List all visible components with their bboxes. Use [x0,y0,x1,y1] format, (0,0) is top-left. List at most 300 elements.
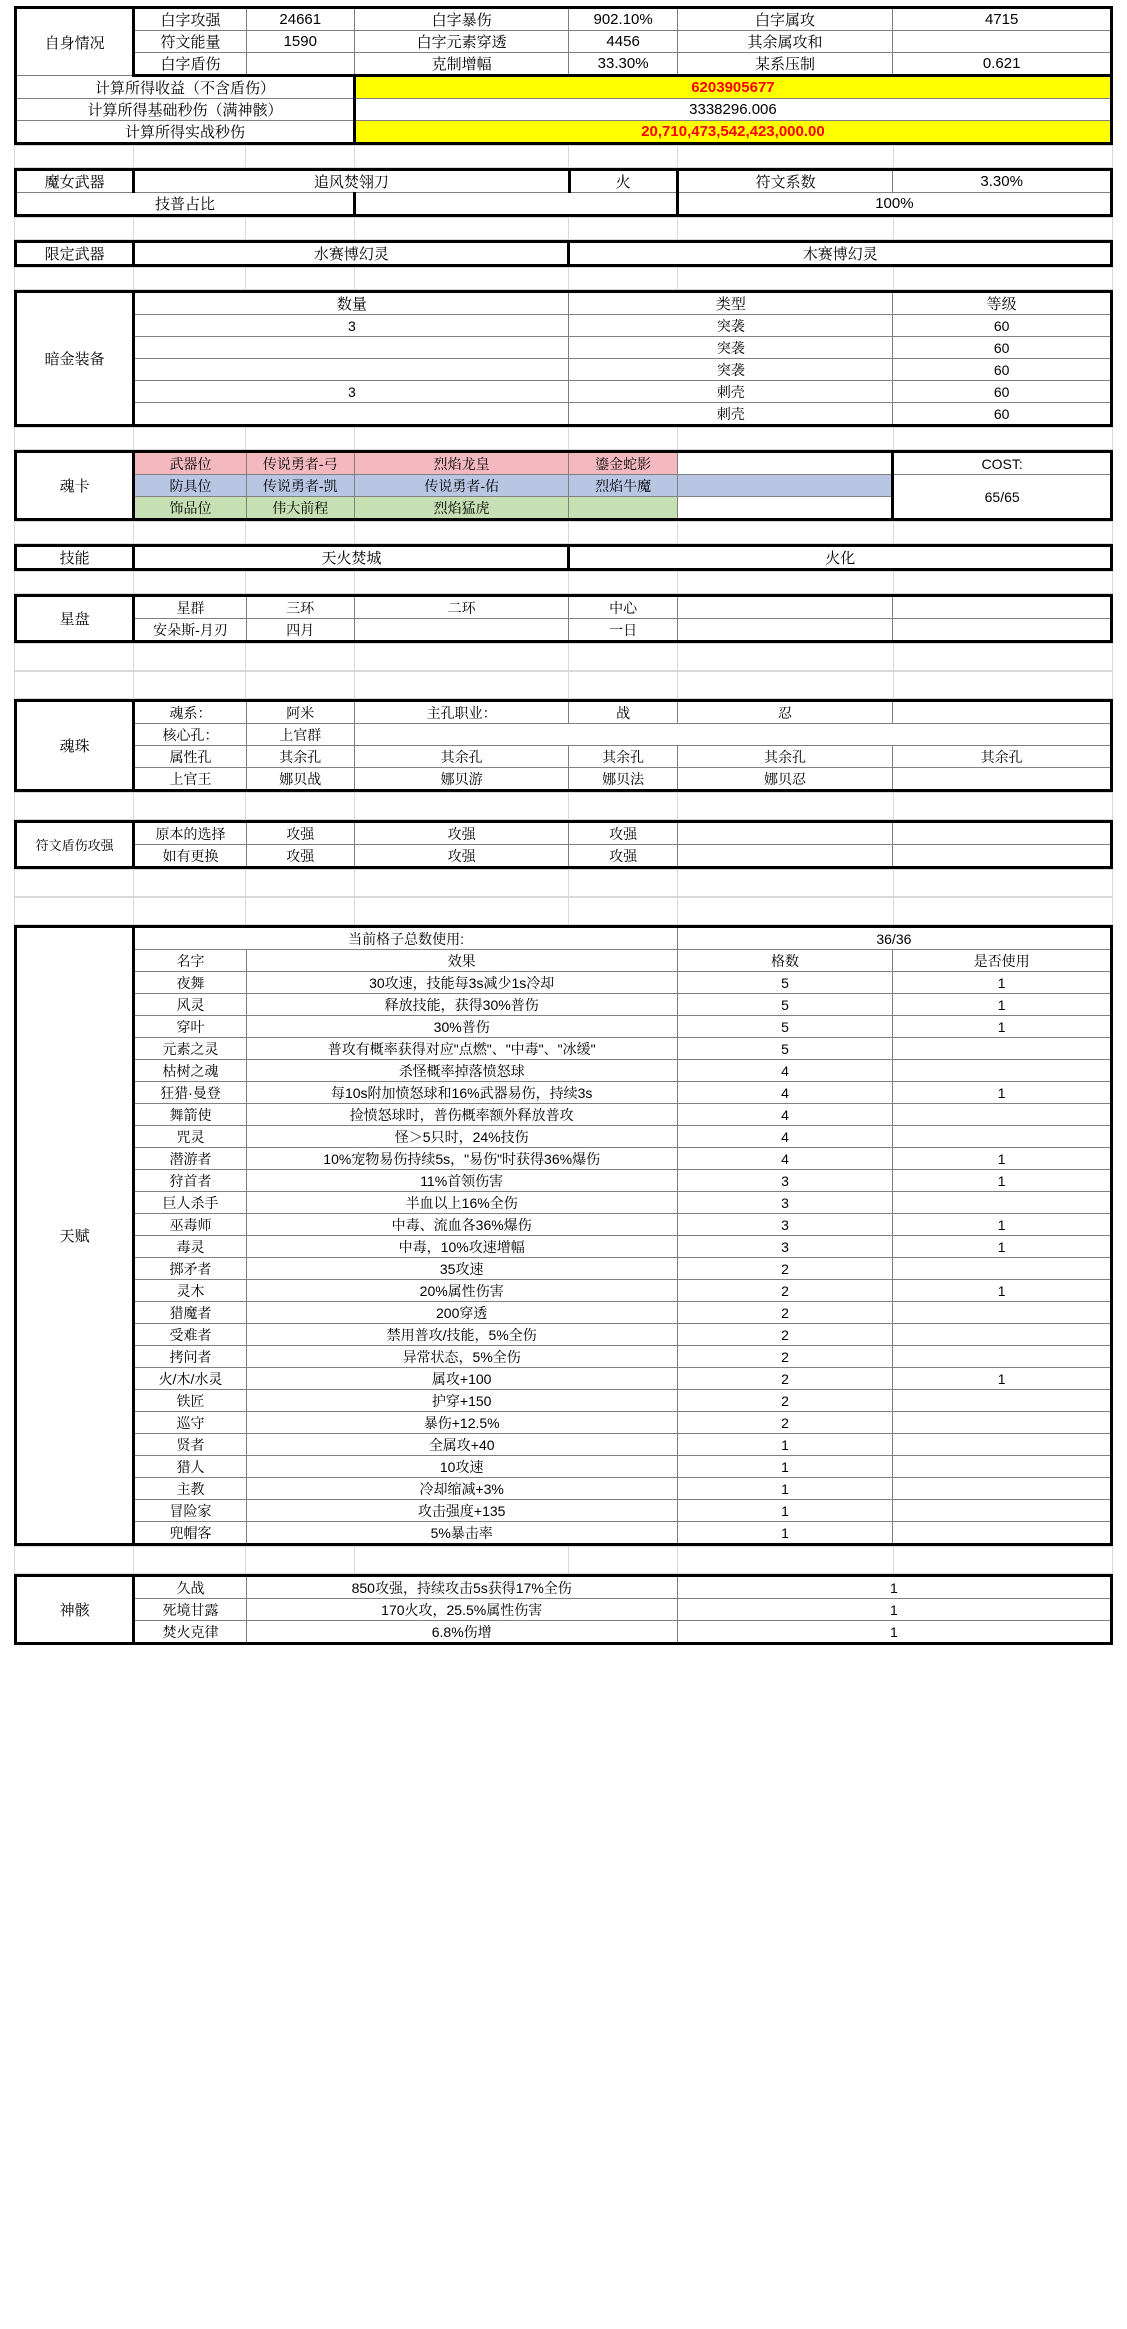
spacer-cell [133,1547,246,1574]
talent-used[interactable]: 1 [893,994,1112,1016]
talent-name[interactable]: 风灵 [134,994,246,1016]
talent-effect: 20%属性伤害 [246,1280,677,1302]
talent-slots[interactable]: 2 [677,1390,893,1412]
talent-slots[interactable]: 3 [677,1214,893,1236]
astrolabe-cell[interactable] [893,596,1112,619]
table-row [16,1456,1112,1478]
skill-slot-2[interactable]: 火化 [569,546,1112,570]
spacer-cell [133,572,246,594]
stat-key: 克制增幅 [354,53,569,76]
talent-used[interactable] [893,1412,1112,1434]
talent-effect: 每10s附加愤怒球和16%武器易伤，持续3s [246,1082,677,1104]
talent-slots[interactable]: 1 [677,1456,893,1478]
talent-name[interactable]: 狂猎·曼登 [134,1082,246,1104]
talent-effect: 禁用普攻/技能，5%全伤 [246,1324,677,1346]
stat-value[interactable]: 24661 [246,8,354,31]
astrolabe-cell[interactable]: 星群 [134,596,246,619]
talent-name[interactable]: 灵木 [134,1280,246,1302]
dark-gold-header-type: 类型 [569,292,893,315]
spacer-cell [246,428,354,450]
stat-value[interactable]: 0.621 [893,53,1112,76]
talent-slots[interactable]: 2 [677,1302,893,1324]
talent-used[interactable] [893,1060,1112,1082]
talent-name[interactable]: 舞箭使 [134,1104,246,1126]
table-row [16,1192,1112,1214]
talent-header-name: 名字 [134,950,246,972]
table-row [16,746,1112,768]
talent-slots[interactable]: 2 [677,1280,893,1302]
table-row [16,546,1112,570]
talent-name[interactable]: 兜帽客 [134,1522,246,1545]
spacer-cell [354,428,569,450]
soul-bead-cell[interactable]: 主孔职业： [354,701,569,724]
table-row [16,292,1112,315]
spacer-row [14,897,1113,925]
table-row [16,768,1112,791]
talent-name[interactable]: 巨人杀手 [134,1192,246,1214]
talent-slots[interactable]: 2 [677,1412,893,1434]
limited-weapon-slot-1[interactable]: 水赛博幻灵 [134,242,569,266]
talent-slots[interactable]: 1 [677,1434,893,1456]
talent-name[interactable]: 拷问者 [134,1346,246,1368]
talent-name[interactable]: 枯树之魂 [134,1060,246,1082]
talent-name[interactable]: 冒险家 [134,1500,246,1522]
soul-card-item[interactable]: 烈焰牛魔 [569,475,677,497]
talent-slots[interactable]: 1 [677,1500,893,1522]
talent-used[interactable]: 1 [893,972,1112,994]
spacer-cell [677,218,893,240]
talent-effect: 全属攻+40 [246,1434,677,1456]
spacer-row [14,217,1113,240]
dark-gold-level[interactable]: 60 [893,403,1112,426]
stat-key: 某系压制 [677,53,893,76]
talent-slots[interactable]: 4 [677,1104,893,1126]
astrolabe-cell[interactable]: 中心 [569,596,677,619]
soul-bead-cell[interactable]: 其余孔 [677,746,893,768]
talent-used[interactable] [893,1302,1112,1324]
soul-card-item[interactable]: 烈焰龙皇 [354,452,569,475]
talent-used[interactable] [893,1104,1112,1126]
talent-used[interactable] [893,1456,1112,1478]
spacer-cell [133,793,246,820]
talent-effect: 异常状态，5%全伤 [246,1346,677,1368]
dark-gold-count[interactable] [134,359,569,381]
talent-effect: 攻击强度+135 [246,1500,677,1522]
talent-effect: 10%宠物易伤持续5s，"易伤"时获得36%爆伤 [246,1148,677,1170]
soul-card-item[interactable]: 传说勇者-凯 [246,475,354,497]
spacer-cell [677,428,893,450]
rune-coefficient-label: 符文系数 [677,170,893,193]
dark-gold-header-level: 等级 [893,292,1112,315]
soul-card-slot-label: 武器位 [134,452,246,475]
divine-bone-used[interactable]: 1 [677,1576,1111,1599]
soul-bead-cell[interactable] [893,768,1112,791]
dark-gold-level[interactable]: 60 [893,381,1112,403]
spacer-cell [15,870,134,897]
talent-name[interactable]: 贤者 [134,1434,246,1456]
spacer-cell [354,1547,569,1574]
talent-name[interactable]: 元素之灵 [134,1038,246,1060]
talent-effect: 暴伤+12.5% [246,1412,677,1434]
soul-bead-cell[interactable] [354,724,1111,746]
talent-effect: 半血以上16%全伤 [246,1192,677,1214]
dark-gold-count[interactable] [134,403,569,426]
spacer-row [14,427,1113,450]
soul-bead-cell[interactable]: 其余孔 [354,746,569,768]
spacer-cell [677,522,893,544]
soul-card-item[interactable]: 鎏金蛇影 [569,452,677,475]
spacer-cell [569,146,677,168]
soul-card-slot-label: 饰品位 [134,497,246,520]
talent-effect: 普攻有概率获得对应"点燃"、"中毒"、"冰缓" [246,1038,677,1060]
rune-shield-cell[interactable]: 攻强 [569,822,677,845]
table-row [16,724,1112,746]
talent-used[interactable]: 1 [893,1280,1112,1302]
talent-slots[interactable]: 2 [677,1258,893,1280]
skill-ratio-value[interactable]: 100% [677,193,1111,216]
spacer-cell [15,644,134,671]
soul-card-item[interactable]: 传说勇者-弓 [246,452,354,475]
talent-used[interactable]: 1 [893,1214,1112,1236]
talent-used[interactable]: 1 [893,1148,1112,1170]
talent-slots[interactable]: 5 [677,1038,893,1060]
spacer-cell [15,522,134,544]
talent-name[interactable]: 铁匠 [134,1390,246,1412]
spacer-cell [15,793,134,820]
talent-effect: 11%首领伤害 [246,1170,677,1192]
talent-name[interactable]: 受难者 [134,1324,246,1346]
spacer-cell [354,793,569,820]
talent-name[interactable]: 主教 [134,1478,246,1500]
talent-slots[interactable]: 5 [677,972,893,994]
stat-value[interactable] [246,53,354,76]
dark-gold-type[interactable]: 突袭 [569,337,893,359]
soul-card-slot-label: 防具位 [134,475,246,497]
talent-used[interactable] [893,1478,1112,1500]
table-row [16,337,1112,359]
table-row [16,1522,1112,1545]
rune-shield-cell[interactable]: 攻强 [354,822,569,845]
spacer-cell [246,672,354,699]
astrolabe-cell[interactable] [893,619,1112,642]
spacer-cell [677,898,893,925]
skill-slot-1[interactable]: 天火焚城 [134,546,569,570]
talent-effect: 30攻速，技能每3s减少1s冷却 [246,972,677,994]
spacer-cell [15,218,134,240]
table-row [16,76,1112,99]
talent-used[interactable] [893,1346,1112,1368]
table-row [16,1324,1112,1346]
table-row [16,1214,1112,1236]
divine-bone-block [14,1574,1113,1645]
astrolabe-cell[interactable]: 一日 [569,619,677,642]
talent-name[interactable]: 猎人 [134,1456,246,1478]
spacer-cell [246,644,354,671]
spacer-cell [15,146,134,168]
table-row [16,475,1112,497]
dark-gold-type[interactable]: 突袭 [569,359,893,381]
table-row [16,1016,1112,1038]
spacer-cell [354,268,569,290]
talent-effect: 10攻速 [246,1456,677,1478]
talent-used[interactable] [893,1126,1112,1148]
dark-gold-equipment-block [14,290,1113,427]
dark-gold-count[interactable]: 3 [134,381,569,403]
soul-card-item[interactable]: 传说勇者-佑 [354,475,569,497]
table-row [16,927,1112,950]
soul-card-item[interactable]: 伟大前程 [246,497,354,520]
spacer-cell [246,522,354,544]
soul-bead-cell[interactable]: 娜贝游 [354,768,569,791]
talent-used[interactable]: 1 [893,1236,1112,1258]
talent-effect: 30%普伤 [246,1016,677,1038]
stat-value[interactable]: 902.10% [569,8,677,31]
talent-slots[interactable]: 4 [677,1060,893,1082]
table-row [16,359,1112,381]
soul-bead-cell[interactable]: 其余孔 [893,746,1112,768]
table-row [16,170,1112,193]
witch-weapon-element[interactable]: 火 [569,170,677,193]
talent-slots[interactable]: 4 [677,1148,893,1170]
table-row [16,1104,1112,1126]
divine-bone-effect: 170火攻，25.5%属性伤害 [246,1599,677,1621]
talent-total-label: 当前格子总数使用: [134,927,677,950]
stat-value[interactable] [893,31,1112,53]
divine-bone-label: 神骸 [16,1576,134,1644]
soul-bead-cell[interactable]: 其余孔 [569,746,677,768]
limited-weapon-slot-2[interactable]: 木赛博幻灵 [569,242,1112,266]
table-row [16,950,1112,972]
soul-card-item[interactable] [677,452,893,475]
soul-card-item[interactable] [569,497,677,520]
dark-gold-count[interactable] [134,337,569,359]
spacer-cell [246,146,354,168]
talent-used[interactable] [893,1258,1112,1280]
table-row [16,8,1112,31]
soul-card-item[interactable] [677,475,893,497]
spacer-cell [893,672,1112,699]
talent-header-slots: 格数 [677,950,893,972]
table-row [16,452,1112,475]
spacer-cell [569,522,677,544]
talent-name[interactable]: 掷矛者 [134,1258,246,1280]
talent-slots[interactable]: 3 [677,1170,893,1192]
limited-weapon-block [14,240,1113,267]
talent-used[interactable]: 1 [893,1170,1112,1192]
witch-weapon-name[interactable]: 追风焚翎刀 [134,170,569,193]
soul-bead-cell[interactable]: 忍 [677,701,893,724]
rune-shield-block [14,820,1113,869]
spacer-cell [677,146,893,168]
soul-bead-cell[interactable]: 战 [569,701,677,724]
spacer-cell [354,572,569,594]
talent-slots[interactable]: 1 [677,1522,893,1545]
astrolabe-block [14,594,1113,643]
stat-value[interactable]: 33.30% [569,53,677,76]
dark-gold-header-count: 数量 [134,292,569,315]
talent-name[interactable]: 潜游者 [134,1148,246,1170]
soul-bead-cell[interactable] [893,701,1112,724]
rune-shield-cell[interactable]: 原本的选择 [134,822,246,845]
dark-gold-level[interactable]: 60 [893,337,1112,359]
talent-used[interactable] [893,1192,1112,1214]
astrolabe-cell[interactable] [677,619,893,642]
table-row [16,381,1112,403]
spacer-cell [246,1547,354,1574]
table-row [16,1412,1112,1434]
talent-effect: 中毒、流血各36%爆伤 [246,1214,677,1236]
soul-bead-cell[interactable]: 上官群 [246,724,354,746]
talent-name[interactable]: 夜舞 [134,972,246,994]
self-status-label: 自身情况 [16,8,134,76]
talent-slots[interactable]: 5 [677,994,893,1016]
rune-shield-label: 符文盾伤攻强 [16,822,134,868]
spacer-row [14,145,1113,168]
rune-shield-cell[interactable] [677,845,893,868]
result-value: 3338296.006 [354,99,1111,121]
talent-used[interactable] [893,1500,1112,1522]
stat-value[interactable]: 4456 [569,31,677,53]
soul-bead-cell[interactable]: 娜贝战 [246,768,354,791]
table-row [16,121,1112,144]
talent-name[interactable]: 狩首者 [134,1170,246,1192]
talent-name[interactable]: 巡守 [134,1412,246,1434]
astrolabe-cell[interactable] [677,596,893,619]
talent-used[interactable]: 1 [893,1082,1112,1104]
spacer-cell [354,870,569,897]
spacer-cell [133,146,246,168]
spacer-cell [246,898,354,925]
rune-shield-cell[interactable]: 攻强 [246,845,354,868]
dark-gold-level[interactable]: 60 [893,359,1112,381]
talent-effect: 释放技能，获得30%普伤 [246,994,677,1016]
talent-name[interactable]: 咒灵 [134,1126,246,1148]
talent-slots[interactable]: 3 [677,1236,893,1258]
dark-gold-type[interactable]: 刺壳 [569,403,893,426]
talent-slots[interactable]: 1 [677,1478,893,1500]
divine-bone-name[interactable]: 死境甘露 [134,1599,246,1621]
talent-total-value: 36/36 [677,927,1111,950]
table-row [16,1148,1112,1170]
divine-bone-name[interactable]: 焚火克律 [134,1621,246,1644]
soul-card-block [14,450,1113,521]
rune-shield-cell[interactable]: 攻强 [246,822,354,845]
rune-shield-cell[interactable]: 如有更换 [134,845,246,868]
astrolabe-cell[interactable]: 二环 [354,596,569,619]
rune-shield-cell[interactable]: 攻强 [569,845,677,868]
talent-effect: 怪＞5只时，24%技伤 [246,1126,677,1148]
talent-name[interactable]: 火/木/水灵 [134,1368,246,1390]
talent-slots[interactable]: 4 [677,1126,893,1148]
spacer-cell [133,268,246,290]
talent-slots[interactable]: 5 [677,1016,893,1038]
spacer-row [14,571,1113,594]
skill-ratio-mid[interactable] [354,193,677,216]
spacer-cell [677,644,893,671]
soul-bead-cell[interactable]: 阿米 [246,701,354,724]
talent-slots[interactable]: 3 [677,1192,893,1214]
soul-bead-cell[interactable]: 娜贝法 [569,768,677,791]
soul-card-item[interactable] [677,497,893,520]
spacer-cell [893,146,1112,168]
table-row [16,31,1112,53]
soul-bead-cell[interactable]: 魂系： [134,701,246,724]
dark-gold-level[interactable]: 60 [893,315,1112,337]
table-row [16,1599,1112,1621]
astrolabe-cell[interactable]: 三环 [246,596,354,619]
stat-value[interactable]: 4715 [893,8,1112,31]
rune-coefficient-value[interactable]: 3.30% [893,170,1112,193]
astrolabe-cell[interactable] [354,619,569,642]
divine-bone-used[interactable]: 1 [677,1621,1111,1644]
astrolabe-cell[interactable]: 四月 [246,619,354,642]
dark-gold-count[interactable]: 3 [134,315,569,337]
stat-value[interactable]: 1590 [246,31,354,53]
talent-name[interactable]: 巫毒师 [134,1214,246,1236]
rune-shield-cell[interactable] [893,822,1112,845]
talent-name[interactable]: 猎魔者 [134,1302,246,1324]
talent-slots[interactable]: 4 [677,1082,893,1104]
soul-bead-cell[interactable]: 娜贝忍 [677,768,893,791]
dark-gold-type[interactable]: 突袭 [569,315,893,337]
spacer-cell [677,672,893,699]
soul-bead-cell[interactable]: 上官王 [134,768,246,791]
table-row [16,1038,1112,1060]
talent-used[interactable]: 1 [893,1368,1112,1390]
talent-effect: 捡愤怒球时，普伤概率额外释放普攻 [246,1104,677,1126]
spacer-cell [15,672,134,699]
rune-shield-cell[interactable] [893,845,1112,868]
talent-used[interactable] [893,1390,1112,1412]
talent-used[interactable] [893,1324,1112,1346]
spacer-cell [893,870,1112,897]
astrolabe-cell[interactable]: 安朵斯-月刃 [134,619,246,642]
spacer-cell [133,898,246,925]
spacer-cell [569,218,677,240]
rune-shield-cell[interactable] [677,822,893,845]
spacer-cell [677,268,893,290]
rune-shield-cell[interactable]: 攻强 [354,845,569,868]
spacer-cell [893,522,1112,544]
astrolabe-label: 星盘 [16,596,134,642]
spacer-cell [893,1547,1112,1574]
soul-bead-cell[interactable]: 属性孔 [134,746,246,768]
soul-card-item[interactable]: 烈焰猛虎 [354,497,569,520]
soul-bead-cell[interactable]: 其余孔 [246,746,354,768]
talent-slots[interactable]: 2 [677,1324,893,1346]
table-row [16,972,1112,994]
result-label: 计算所得收益（不含盾伤） [16,76,355,99]
spacer-cell [569,1547,677,1574]
result-value: 6203905677 [354,76,1111,99]
talent-used[interactable] [893,1434,1112,1456]
talent-slots[interactable]: 2 [677,1346,893,1368]
talent-used[interactable] [893,1522,1112,1545]
divine-bone-used[interactable]: 1 [677,1599,1111,1621]
witch-weapon-label: 魔女武器 [16,170,134,193]
spacer-cell [569,870,677,897]
talent-used[interactable]: 1 [893,1016,1112,1038]
talent-slots[interactable]: 2 [677,1368,893,1390]
divine-bone-name[interactable]: 久战 [134,1576,246,1599]
talent-used[interactable] [893,1038,1112,1060]
talent-name[interactable]: 穿叶 [134,1016,246,1038]
talent-name[interactable]: 毒灵 [134,1236,246,1258]
dark-gold-type[interactable]: 刺壳 [569,381,893,403]
table-row [16,1170,1112,1192]
spacer-cell [677,793,893,820]
table-row [16,1390,1112,1412]
